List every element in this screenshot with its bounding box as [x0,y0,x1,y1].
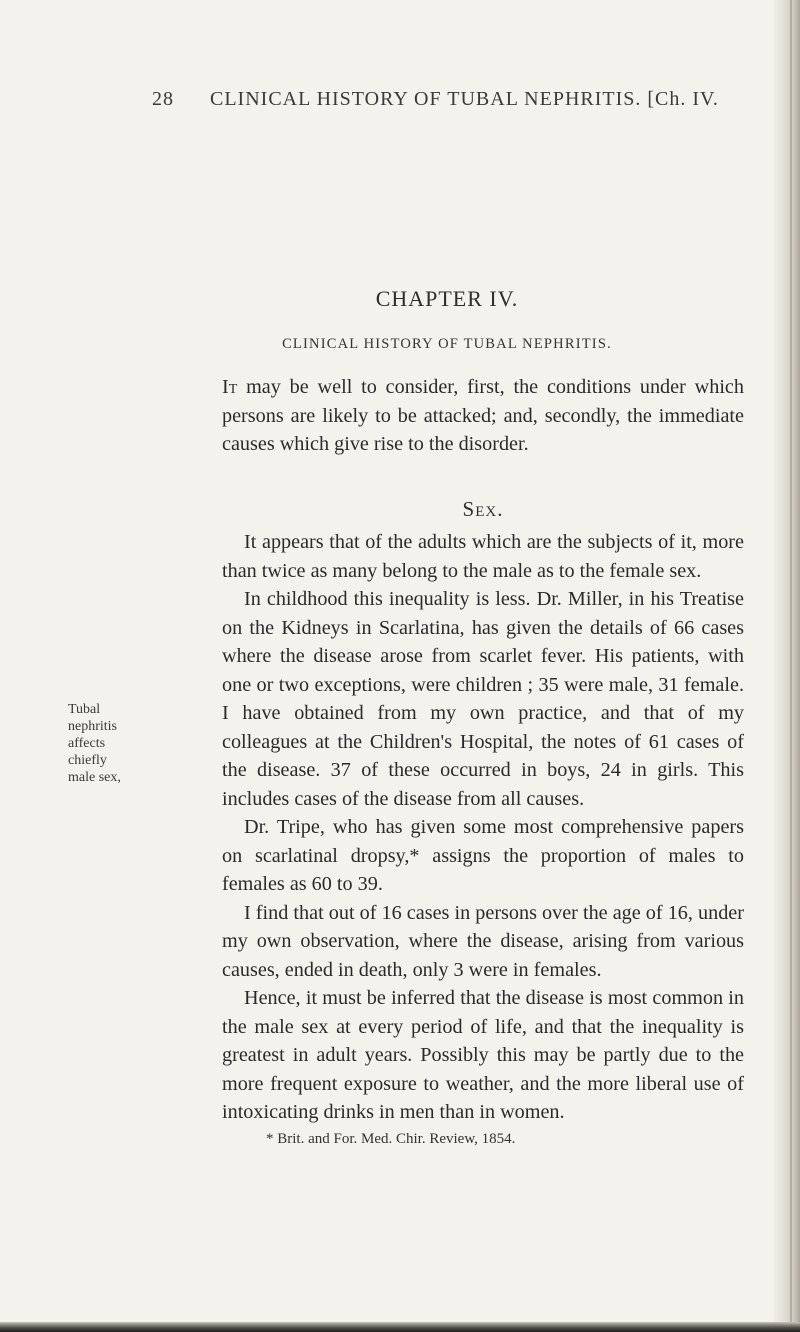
chapter-title: CHAPTER IV. [375,286,519,311]
intro-text: may be well to consider, first, the conditions under which persons are likely to be attacked; and, secondly, the immediate causes which give rise to the disorder. [222,376,744,455]
paragraph: In childhood this inequality is less. Dr. Miller, in his Treatise on the Kidneys in Scarlatina, has given the details of 66 cases where the disease arose from scarlet fever. His patients, with one or two exceptions, were children ; 35 were male, 31 female. I have obtained from my own practice, and that of my colleagues at the Children's Hospital, the notes of 61 cases of the disease. 37 of these occurred in boys, 24 in girls. This includes cases of the disease from all causes. [222,588,744,810]
binding-line [790,0,792,1332]
paragraph: Dr. Tripe, who has given some most comprehensive papers on scarlatinal dropsy,* assigns the proportion of males to females as 60 to 39. [222,816,744,895]
chapter-subtitle: CLINICAL HISTORY OF TUBAL NEPHRITIS. [282,336,612,352]
margin-note-line: chiefly [68,753,107,768]
intro-paragraph [222,373,744,459]
margin-note [68,701,138,786]
margin-note-line: male sex, [68,770,121,785]
margin-note-line: Tubal [68,702,101,717]
paragraph: It appears that of the adults which are the subjects of it, more than twice as many belong to the male as to the female sex. [222,531,744,582]
paragraph: Hence, it must be inferred that the disease is most common in the male sex at every period of life, and that the inequality is greatest in adult years. Possibly this may be partly due to the more frequent exposure to weather, and the more liberal use of intoxicating drinks in men than in women. [222,987,744,1123]
intro-lead-word: It [222,376,238,398]
main-text [222,528,744,1127]
footnote: * Brit. and For. Med. Chir. Review, 1854. [266,1131,516,1147]
margin-note-line: affects [68,736,106,751]
page-number: 28 [152,88,174,110]
section-heading: Sex. [462,497,504,521]
page-edge-shadow [774,0,800,1332]
paragraph: I find that out of 16 cases in persons over the age of 16, under my own observation, where the disease, arising from various causes, ended in death, only 3 were in females. [222,901,744,981]
bottom-edge-shadow [0,1322,800,1332]
running-head-title: CLINICAL HISTORY OF TUBAL NEPHRITIS. [Ch. IV. [210,88,719,110]
margin-note-line: nephritis [68,719,117,734]
running-head [152,88,742,111]
